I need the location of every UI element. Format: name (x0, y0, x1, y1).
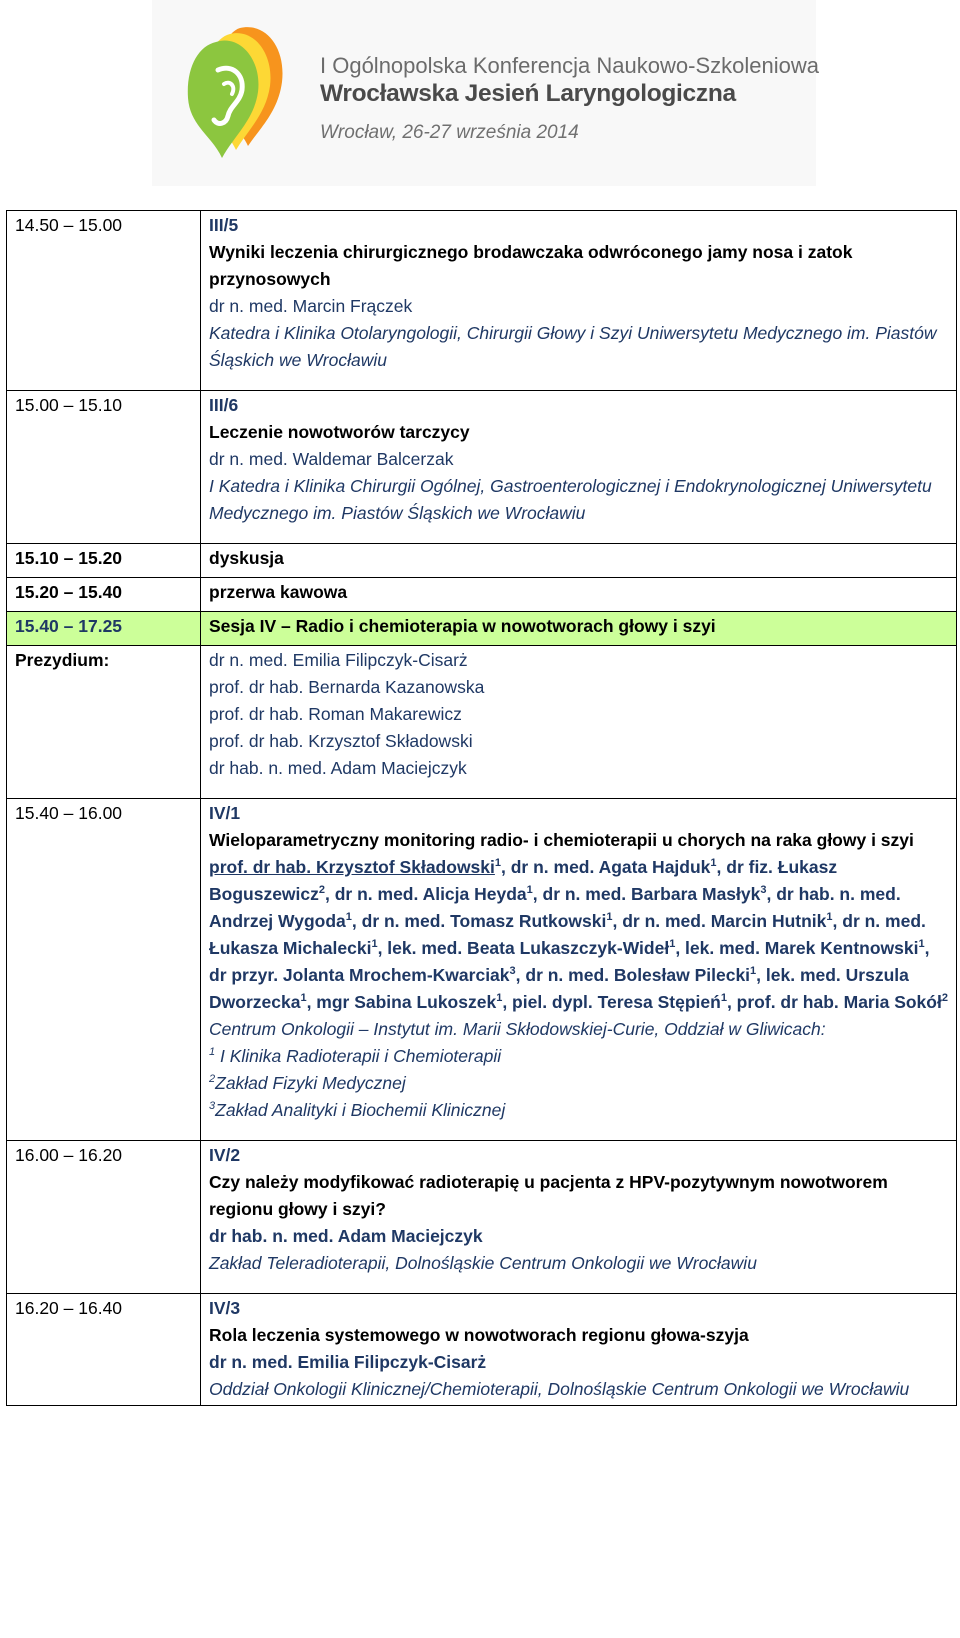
affiliation-footnote: $^3$Zakład Analityki i Biochemii Klinicznej (209, 1100, 506, 1120)
talk-title: Wyniki leczenia chirurgicznego brodawczaka odwróconego jamy nosa i zatok przynosowych (209, 242, 853, 289)
presidium-member: dr n. med. Emilia Filipczyk-Cisarż (209, 650, 468, 670)
talk-affiliation: Katedra i Klinika Otolaryngologii, Chirurgii Głowy i Szyi Uniwersytetu Medycznego im. Piastów Śląskich we Wrocławiu (209, 323, 937, 370)
time-cell: 15.00 – 15.10 (7, 391, 201, 544)
table-row (7, 544, 957, 578)
presidium-member: prof. dr hab. Bernarda Kazanowska (209, 677, 485, 697)
presidium-member: dr hab. n. med. Adam Maciejczyk (209, 758, 467, 778)
table-row (7, 211, 957, 391)
author-name: Adam Maciejczyk (337, 1226, 483, 1246)
coffee-break-label: przerwa kawowa (201, 578, 957, 612)
talk-cell (201, 211, 957, 391)
session-row (7, 612, 957, 646)
presidium-member: prof. dr hab. Krzysztof Składowski (209, 731, 473, 751)
talk-authors: prof. dr hab. Krzysztof Składowski$^1$, dr n. med. Agata Hajduk$^1$, dr fiz. Łukasz Boguszewicz$^2$, dr n. med. Alicja Heyda$^1$, dr n. med. Barbara Masłyk$^3$, dr hab. n. med. Andrzej Wygoda$^1$, dr n. med. Tomasz Rutkowski$^1$, dr n. med. Marcin Hutnik$^1$, dr n. med. Łukasza Michalecki$^1$, lek. med. Beata Lukaszczyk-Wideł$^1$, lek. med. Marek Kentnowski$^1$, dr przyr. Jolanta Mrochem-Kwarciak$^3$, dr n. med. Bolesław Pilecki$^1$, lek. med. Urszula Dworzecka$^1$, mgr Sabina Lukoszek$^1$, piel. dypl. Teresa Stępień$^1$, prof. dr hab. Maria Sokół$^2$ (209, 857, 948, 1012)
talk-cell (201, 799, 957, 1141)
discussion-label: dyskusja (201, 544, 957, 578)
conference-edition: I Ogólnopolska Konferencja Naukowo-Szkoleniowa (320, 53, 819, 78)
talk-cell (201, 391, 957, 544)
talk-affiliation: Centrum Onkologii – Instytut im. Marii Skłodowskiej-Curie, Oddział w Gliwicach: (209, 1019, 826, 1039)
conference-logo-icon (178, 20, 308, 160)
talk-affiliation: Zakład Teleradioterapii, Dolnośląskie Centrum Onkologii we Wrocławiu (209, 1253, 757, 1273)
talk-code: IV/2 (209, 1145, 241, 1165)
talk-author (209, 1223, 948, 1250)
talk-title: Leczenie nowotworów tarczycy (209, 422, 470, 442)
session-title: Sesja IV – Radio i chemioterapia w nowotworach głowy i szyi (201, 612, 957, 646)
talk-author (209, 1349, 948, 1376)
author-name: Marcin Frączek (292, 296, 413, 316)
talk-author (209, 446, 948, 473)
talk-affiliation: Oddział Onkologii Klinicznej/Chemioterapii, Dolnośląskie Centrum Onkologii we Wrocławiu (209, 1379, 910, 1399)
author-prefix: dr n. med. (209, 449, 288, 469)
talk-code: IV/1 (209, 803, 241, 823)
talk-affiliation: I Katedra i Klinika Chirurgii Ogólnej, Gastroenterologicznej i Endokrynologicznej Uniwersytetu Medycznego im. Piastów Śląskich we Wrocławiu (209, 476, 932, 523)
talk-code: III/5 (209, 215, 239, 235)
table-row (7, 1141, 957, 1294)
affiliation-footnote: $^2$Zakład Fizyki Medycznej (209, 1073, 406, 1093)
conference-header (152, 0, 819, 186)
author-name: Emilia Filipczyk-Cisarż (297, 1352, 487, 1372)
presidium-members (201, 646, 957, 799)
programme-table (6, 210, 957, 1406)
talk-title: Rola leczenia systemowego w nowotworach regionu głowa-szyja (209, 1325, 749, 1345)
table-row (7, 1294, 957, 1406)
talk-author (209, 293, 948, 320)
author-prefix: dr n. med. (209, 1352, 293, 1372)
conference-name: Wrocławska Jesień Laryngologiczna (320, 80, 736, 107)
conference-date: Wrocław, 26-27 września 2014 (320, 122, 579, 143)
table-row (7, 391, 957, 544)
presidium-member: prof. dr hab. Roman Makarewicz (209, 704, 462, 724)
affiliation-footnote: $^1$ I Klinika Radioterapii i Chemioterapii (209, 1046, 502, 1066)
presidium-label: Prezydium: (7, 646, 201, 799)
table-row (7, 799, 957, 1141)
time-cell: 16.20 – 16.40 (7, 1294, 201, 1406)
talk-cell (201, 1141, 957, 1294)
time-cell: 15.40 – 17.25 (7, 612, 201, 646)
presidium-row (7, 646, 957, 799)
presenting-author: prof. dr hab. Krzysztof Składowski (209, 857, 495, 877)
author-prefix: dr n. med. (209, 296, 288, 316)
talk-code: III/6 (209, 395, 239, 415)
time-cell: 16.00 – 16.20 (7, 1141, 201, 1294)
time-cell: 15.20 – 15.40 (7, 578, 201, 612)
talk-cell (201, 1294, 957, 1406)
talk-title: Wieloparametryczny monitoring radio- i chemioterapii u chorych na raka głowy i szyi (209, 830, 914, 850)
author-name: Waldemar Balcerzak (292, 449, 454, 469)
talk-title: Czy należy modyfikować radioterapię u pacjenta z HPV-pozytywnym nowotworem regionu głowy i szyi? (209, 1172, 888, 1219)
author-prefix: dr hab. n. med. (209, 1226, 334, 1246)
talk-code: IV/3 (209, 1298, 241, 1318)
table-row (7, 578, 957, 612)
time-cell: 15.40 – 16.00 (7, 799, 201, 1141)
time-cell: 15.10 – 15.20 (7, 544, 201, 578)
time-cell: 14.50 – 15.00 (7, 211, 201, 391)
